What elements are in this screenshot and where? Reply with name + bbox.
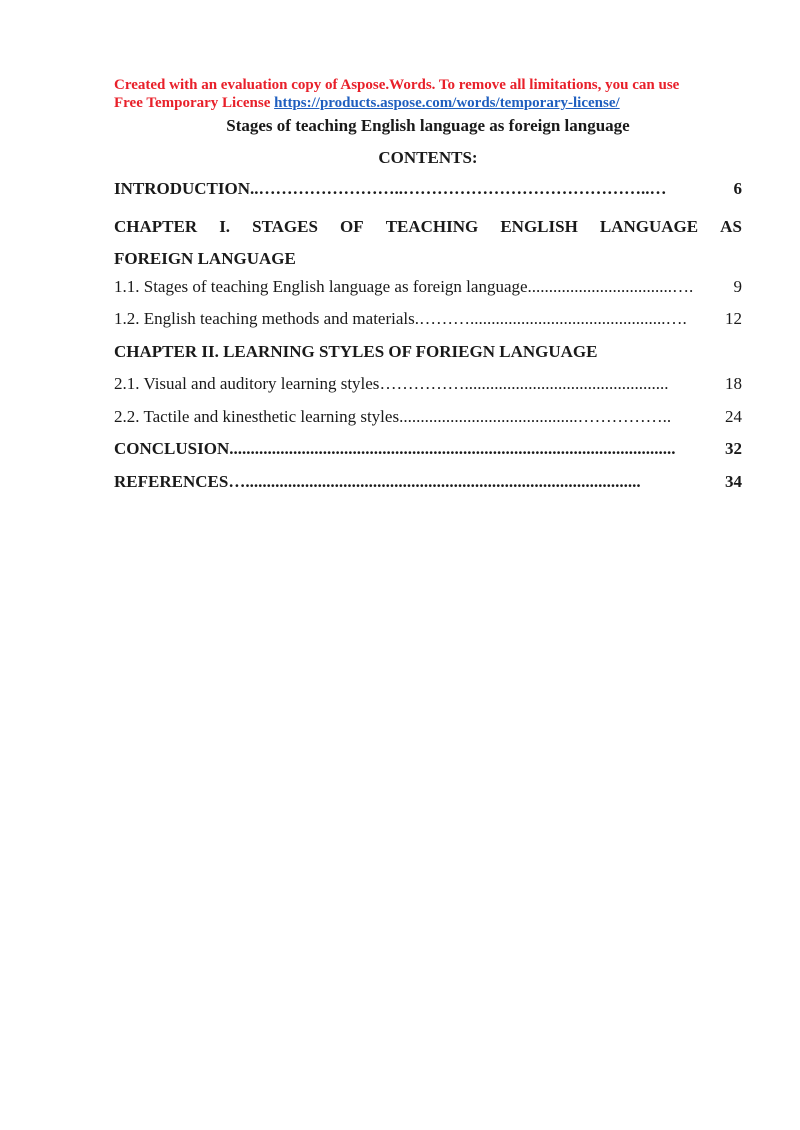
toc-leader: ……………................................................: [379, 374, 669, 393]
toc-leader: ….............................................................................................: [228, 471, 641, 491]
toc-label: REFERENCES: [114, 471, 229, 491]
toc-label: 1.2. English teaching methods and materials: [114, 309, 415, 328]
toc-entry-conclusion[interactable]: [114, 438, 742, 471]
watermark-line-1: Created with an evaluation copy of Aspose.Words. To remove all limitations, you can use: [114, 77, 680, 93]
chapter-1-word: ENGLISH: [500, 216, 578, 236]
toc-page-number: 32: [725, 439, 742, 458]
toc-leader: .………..............................................….: [414, 309, 687, 328]
toc-entry-1-1[interactable]: [114, 276, 742, 309]
toc-entry-2-1[interactable]: [114, 373, 742, 406]
toc-label: CONCLUSION: [114, 439, 230, 458]
toc-entry-introduction[interactable]: [114, 178, 742, 211]
contents-heading: CONTENTS:: [378, 148, 478, 167]
toc-page-number: 12: [725, 309, 742, 328]
toc-page-number: 6: [733, 179, 742, 198]
chapter-1-word: OF: [340, 216, 364, 236]
toc-page-number: 9: [733, 276, 742, 296]
toc-label: 2.2. Tactile and kinesthetic learning styles: [114, 406, 400, 426]
toc-entry-2-2[interactable]: [114, 406, 742, 439]
toc-leader: ..................................….: [527, 276, 694, 296]
chapter-1-word: STAGES: [252, 216, 318, 236]
toc-label: 1.1. Stages of teaching English language as foreign language: [114, 276, 528, 296]
toc-entry-references[interactable]: [114, 471, 742, 504]
toc-entry-chapter-1[interactable]: [114, 211, 742, 276]
watermark-line-2: [114, 94, 754, 112]
chapter-1-word: AS: [720, 216, 742, 236]
toc-leader: ..........................................……………..: [399, 406, 672, 426]
evaluation-watermark: [114, 76, 754, 112]
toc-page-number: 18: [725, 374, 742, 393]
license-link[interactable]: https://products.aspose.com/words/temporary-license/: [274, 95, 620, 111]
chapter-1-line-2: FOREIGN LANGUAGE: [114, 249, 296, 268]
chapter-1-word: LANGUAGE: [599, 216, 699, 236]
chapter-1-line-1: [114, 211, 742, 244]
toc-entry-chapter-2[interactable]: [114, 341, 742, 374]
toc-page-number: 34: [725, 471, 742, 491]
toc-label: 2.1. Visual and auditory learning styles: [114, 374, 380, 393]
document-title: Stages of teaching English language as foreign language: [226, 116, 630, 135]
chapter-1-word: CHAPTER: [114, 216, 198, 236]
watermark-license-text: Free Temporary License: [114, 95, 275, 111]
toc-page-number: 24: [725, 406, 742, 426]
chapter-1-word: TEACHING: [385, 216, 479, 236]
chapter-1-word: I.: [219, 216, 231, 236]
toc-leader: ..……………………..……………………………………..…: [250, 179, 667, 198]
toc-leader: .........................................................................................................: [229, 439, 676, 458]
toc-label: CHAPTER II. LEARNING STYLES OF FORIEGN LANGUAGE: [114, 341, 598, 361]
table-of-contents: [114, 178, 742, 503]
toc-label: INTRODUCTION: [114, 179, 251, 198]
toc-entry-1-2[interactable]: [114, 308, 742, 341]
